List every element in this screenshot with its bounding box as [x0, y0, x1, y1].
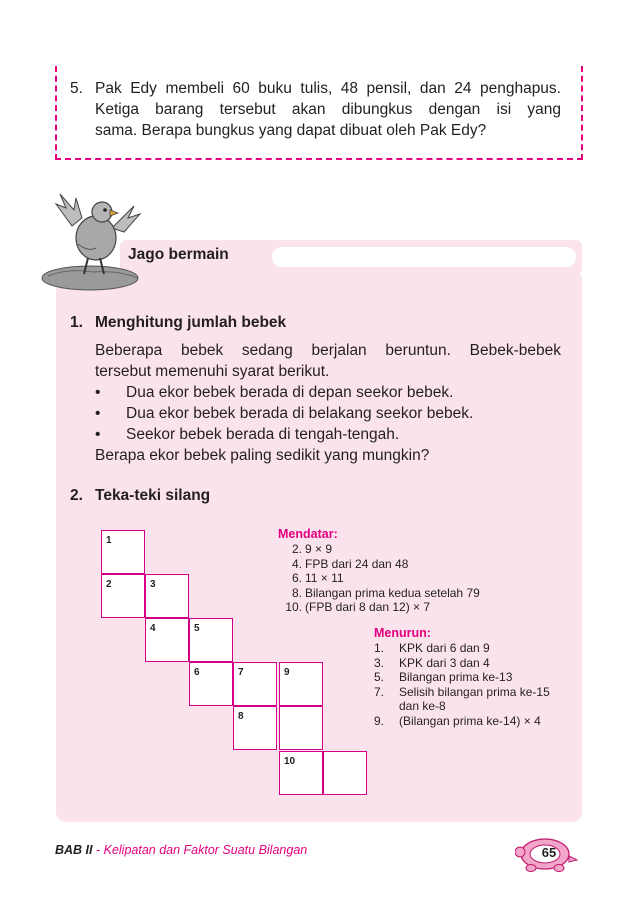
p2-title: Teka-teki silang	[95, 487, 211, 504]
crossword-cell[interactable]	[233, 706, 277, 750]
p1-bullet-3: Seekor bebek berada di tengah-tengah.	[126, 426, 400, 443]
p1-question: Berapa ekor bebek paling sedikit yang mungkin?	[95, 447, 430, 464]
bullet-dot: •	[95, 426, 101, 443]
clue-text: FPB dari 24 dan 48	[305, 556, 409, 571]
section-title: Jago bermain	[128, 246, 229, 263]
p1-bullet-1: Dua ekor bebek berada di depan seekor bebek.	[126, 384, 454, 401]
clue-number: 4.	[291, 556, 302, 571]
crossword-cell[interactable]	[145, 574, 189, 618]
crossword-cell[interactable]	[279, 706, 323, 750]
cell-number: 4	[150, 623, 156, 634]
clue-text: Bilangan prima kedua setelah 79	[305, 585, 480, 600]
bird-illustration	[38, 188, 150, 294]
cell-number: 5	[194, 623, 200, 634]
clue-text: 11 × 11	[305, 571, 344, 585]
q5-line3: sama. Berapa bungkus yang dapat dibuat oleh Pak Edy?	[95, 122, 487, 139]
crossword-cell[interactable]	[189, 662, 233, 706]
p1-line2: tersebut memenuhi syarat berikut.	[95, 363, 330, 380]
clue-number: 3.	[374, 655, 385, 670]
crossword-cell[interactable]	[323, 751, 367, 795]
p1-bullet-2: Dua ekor bebek berada di belakang seekor bebek.	[126, 405, 474, 422]
cell-number: 10	[284, 756, 296, 767]
bullet-dot: •	[95, 405, 101, 422]
crossword-cell[interactable]	[233, 662, 277, 706]
clue-number: 9.	[374, 713, 385, 728]
clue-number: 2.	[291, 542, 302, 556]
clue-text: KPK dari 3 dan 4	[399, 655, 490, 670]
cell-number: 1	[106, 535, 112, 546]
q5-line2: Ketiga barang tersebut akan dibungkus dengan isi yang	[95, 101, 561, 118]
footer-chapter	[55, 843, 307, 857]
clue-text: KPK dari 6 dan 9	[399, 641, 490, 655]
cell-number: 2	[106, 579, 112, 590]
cell-number: 3	[150, 579, 156, 590]
menurun-title: Menurun:	[374, 626, 431, 640]
clue-text: dan ke-8	[399, 699, 446, 713]
clue-text: (FPB dari 8 dan 12) × 7	[305, 600, 431, 614]
p1-line1: Beberapa bebek sedang berjalan beruntun. Bebek-bebek	[95, 342, 561, 359]
cell-number: 8	[238, 711, 244, 722]
q5-line1: Pak Edy membeli 60 buku tulis, 48 pensil, dan 24 penghapus.	[95, 80, 561, 97]
section-title-pill	[272, 247, 576, 267]
p1-title: Menghitung jumlah bebek	[95, 314, 287, 331]
footer-bab: BAB II	[55, 843, 93, 857]
cell-number: 7	[238, 667, 244, 678]
clue-number: 7.	[374, 684, 385, 699]
crossword-cell[interactable]	[279, 751, 323, 795]
clue-number: 6.	[291, 571, 302, 585]
p2-number: 2.	[70, 487, 83, 504]
clue-number: 8.	[291, 585, 302, 600]
clue-text: (Bilangan prima ke-14) × 4	[399, 713, 541, 728]
clue-text: Bilangan prima ke-13	[399, 670, 513, 684]
crossword-cell[interactable]	[145, 618, 189, 662]
clue-number: 1.	[374, 641, 385, 655]
q5-number: 5.	[70, 80, 83, 97]
clue-number: 10.	[285, 600, 302, 614]
crossword-cell[interactable]	[279, 662, 323, 706]
page-number: 65	[541, 845, 557, 860]
clue-text: 9 × 9	[305, 542, 333, 556]
footer-separator: -	[92, 843, 104, 857]
cell-number: 9	[284, 667, 290, 678]
cell-number: 6	[194, 667, 200, 678]
crossword-cell[interactable]	[101, 530, 145, 574]
footer-subtitle: Kelipatan dan Faktor Suatu Bilangan	[103, 843, 308, 857]
clue-text: Selisih bilangan prima ke-15	[399, 684, 550, 699]
p1-number: 1.	[70, 314, 83, 331]
clue-number: 5.	[374, 670, 385, 684]
mendatar-title: Mendatar:	[278, 527, 338, 541]
crossword-cell[interactable]	[101, 574, 145, 618]
crossword-cell[interactable]	[189, 618, 233, 662]
bullet-dot: •	[95, 384, 101, 401]
